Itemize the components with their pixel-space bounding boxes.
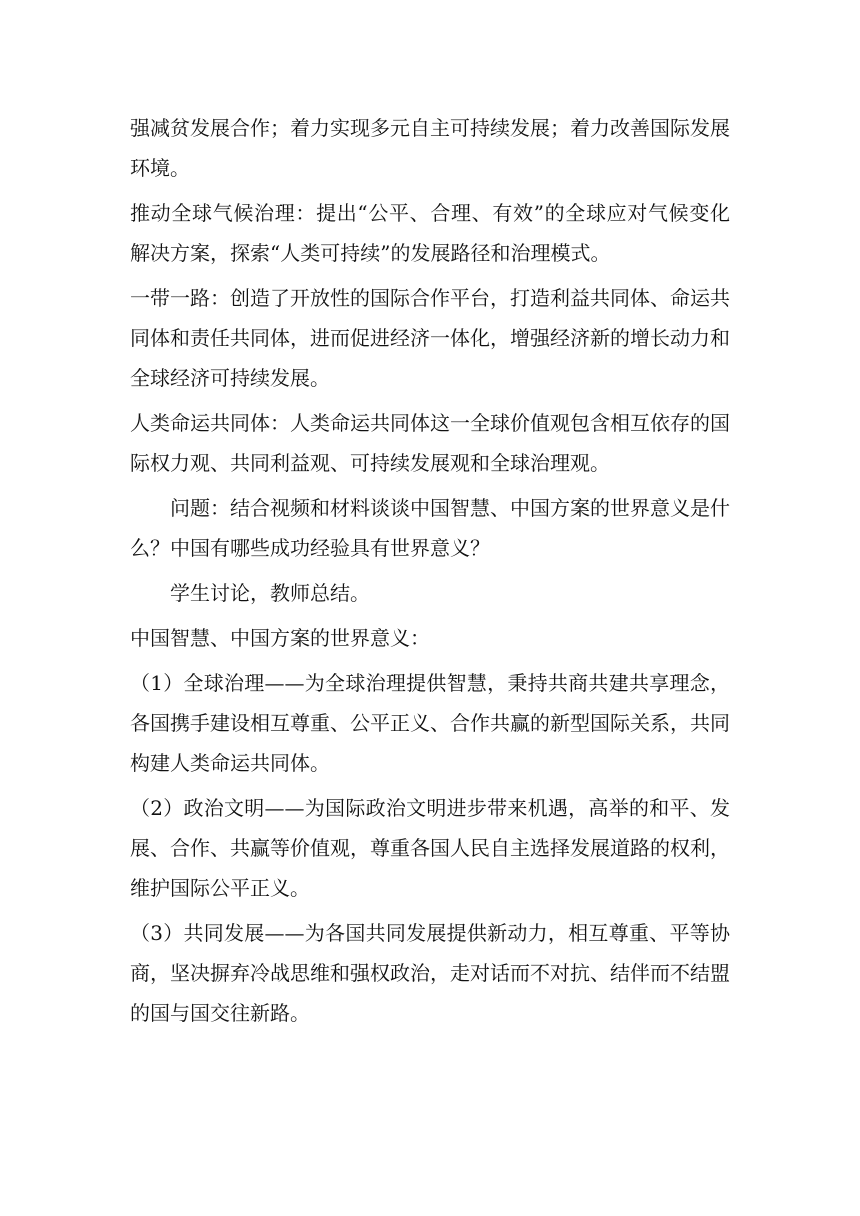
- list-item-global-governance: （1）全球治理——为全球治理提供智慧，秉持共商共建共享理念，各国携手建设相互尊重、公平正义、合作共赢的新型国际关系，共同构建人类命运共同体。: [130, 671, 730, 775]
- paragraph-significance-heading: 中国智慧、中国方案的世界意义：: [130, 626, 430, 650]
- paragraph-discussion: 学生讨论，教师总结。: [170, 581, 370, 605]
- list-item-political-civilization: （2）政治文明——为国际政治文明进步带来机遇，高举的和平、发展、合作、共赢等价值观，尊重各国人民自主选择发展道路的权利，维护国际公平正义。: [130, 796, 730, 900]
- list-item-common-development: （3）共同发展——为各国共同发展提供新动力，相互尊重、平等协商，坚决摒弃冷战思维和强权政治，走对话而不对抗、结伴而不结盟的国与国交往新路。: [130, 921, 730, 1025]
- paragraph-shared-future: 人类命运共同体：人类命运共同体这一全球价值观包含相互依存的国际权力观、共同利益观、可持续发展观和全球治理观。: [130, 411, 730, 475]
- paragraph-belt-and-road: 一带一路：创造了开放性的国际合作平台，打造利益共同体、命运共同体和责任共同体，进而促进经济一体化，增强经济新的增长动力和全球经济可持续发展。: [130, 286, 730, 390]
- paragraph-question: 问题：结合视频和材料谈谈中国智慧、中国方案的世界意义是什么？中国有哪些成功经验具有世界意义？: [130, 496, 730, 560]
- document-body: [130, 108, 730, 1038]
- paragraph-poverty-reduction: 强减贫发展合作；着力实现多元自主可持续发展；着力改善国际发展环境。: [130, 116, 730, 180]
- paragraph-climate-governance: 推动全球气候治理：提出“公平、合理、有效”的全球应对气候变化解决方案，探索“人类可持续”的发展路径和治理模式。: [130, 201, 730, 265]
